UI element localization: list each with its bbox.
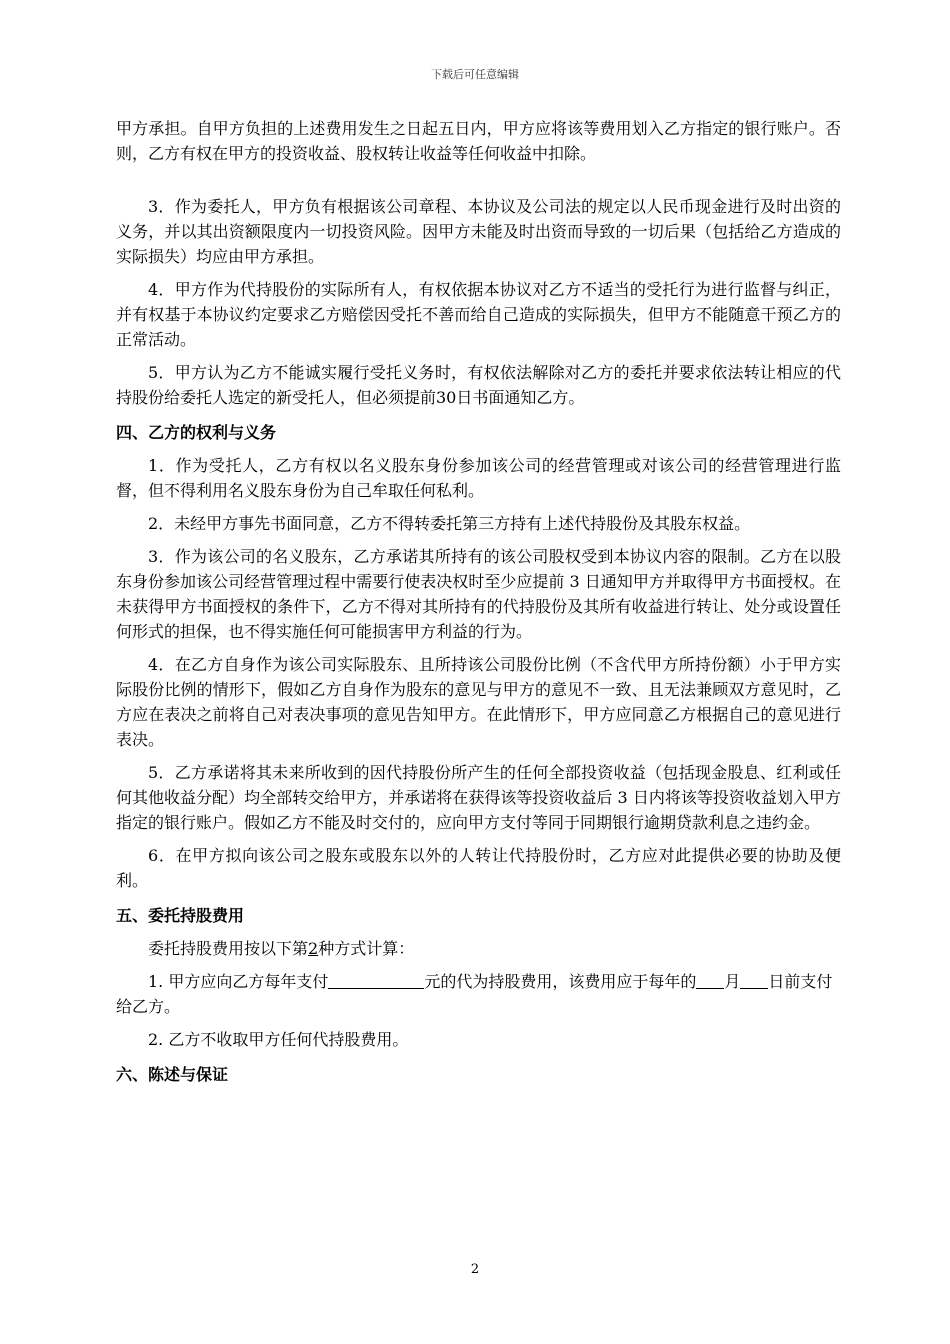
- fee-option-1-text-c: 月: [724, 972, 741, 991]
- day-blank: [740, 970, 768, 989]
- fee-option-1: [116, 969, 841, 1019]
- paragraph-continuation: 甲方承担。自甲方负担的上述费用发生之日起五日内，甲方应将该等费用划入乙方指定的银行账户。否则，乙方有权在甲方的投资收益、股权转让收益等任何收益中扣除。: [116, 119, 841, 163]
- clause-4-2: 2．未经甲方事先书面同意，乙方不得转委托第三方持有上述代持股份及其股东权益。: [148, 514, 751, 533]
- section-heading-4: 四、乙方的权利与义务: [116, 423, 277, 442]
- fee-method-number: 2: [308, 939, 319, 958]
- fee-option-2: 2. 乙方不收取甲方任何代持股费用。: [148, 1030, 409, 1049]
- fee-method-intro: [116, 936, 841, 961]
- fee-option-1-text-b: 元的代为持股费用，该费用应于每年的: [424, 972, 697, 991]
- clause-4-6: 6．在甲方拟向该公司之股东或股东以外的人转让代持股份时，乙方应对此提供必要的协助及便利。: [116, 846, 841, 890]
- page-number: 2: [470, 1262, 480, 1277]
- clause-3-3: 3．作为委托人，甲方负有根据该公司章程、本协议及公司法的规定以人民币现金进行及时出资的义务，并以其出资额限度内一切投资风险。因甲方未能及时出资而导致的一切后果（包括给乙方造成的实际损失）均应由甲方承担。: [116, 197, 841, 266]
- clause-3-5: 5．甲方认为乙方不能诚实履行受托义务时，有权依法解除对乙方的委托并要求依法转让相应的代持股份给委托人选定的新受托人，但必须提前30日书面通知乙方。: [116, 363, 841, 407]
- section-heading-6: 六、陈述与保证: [116, 1065, 229, 1084]
- fee-option-1-text-a: 1. 甲方应向乙方每年支付: [148, 972, 329, 991]
- fee-option-1-text-d: 日前支付给乙方。: [116, 972, 833, 1016]
- clause-4-1: 1．作为受托人，乙方有权以名义股东身份参加该公司的经营管理或对该公司的经营管理进行监督，但不得利用名义股东身份为自己牟取任何私利。: [116, 456, 841, 500]
- clause-4-5: 5．乙方承诺将其未来所收到的因代持股份所产生的任何全部投资收益（包括现金股息、红利或任何其他收益分配）均全部转交给甲方，并承诺将在获得该等投资收益后 3 日内将该等投资收益划入甲方指定的银行账户。假如乙方不能及时交付的，应向甲方支付等同于同期银行逾期贷款利息之违约金。: [116, 763, 841, 832]
- clause-3-4: 4．甲方作为代持股份的实际所有人，有权依据本协议对乙方不适当的受托行为进行监督与纠正，并有权基于本协议约定要求乙方赔偿因受托不善而给自己造成的实际损失，但甲方不能随意干预乙方的正常活动。: [116, 280, 841, 349]
- fee-intro-text-a: 委托持股费用按以下第: [148, 939, 309, 958]
- fee-intro-text-b: 种方式计算：: [318, 939, 415, 958]
- month-blank: [696, 970, 724, 989]
- amount-blank: [328, 970, 424, 989]
- document-body: [116, 116, 841, 1087]
- clause-4-4: 4．在乙方自身作为该公司实际股东、且所持该公司股份比例（不含代甲方所持份额）小于甲方实际股份比例的情形下，假如乙方自身作为股东的意见与甲方的意见不一致、且无法兼顾双方意见时，乙方应在表决之前将自己对表决事项的意见告知甲方。在此情形下，甲方应同意乙方根据自己的意见进行表决。: [116, 655, 841, 749]
- page-header: 下载后可任意编辑: [431, 68, 519, 81]
- clause-4-3: 3．作为该公司的名义股东，乙方承诺其所持有的该公司股权受到本协议内容的限制。乙方在以股东身份参加该公司经营管理过程中需要行使表决权时至少应提前 3 日通知甲方并取得甲方书面授权。在未获得甲方书面授权的条件下，乙方不得对其所持有的代持股份及其所有收益进行转让、处分或设置任何形式的担保，也不得实施任何可能损害甲方利益的行为。: [116, 547, 841, 641]
- section-heading-5: 五、委托持股费用: [116, 906, 245, 925]
